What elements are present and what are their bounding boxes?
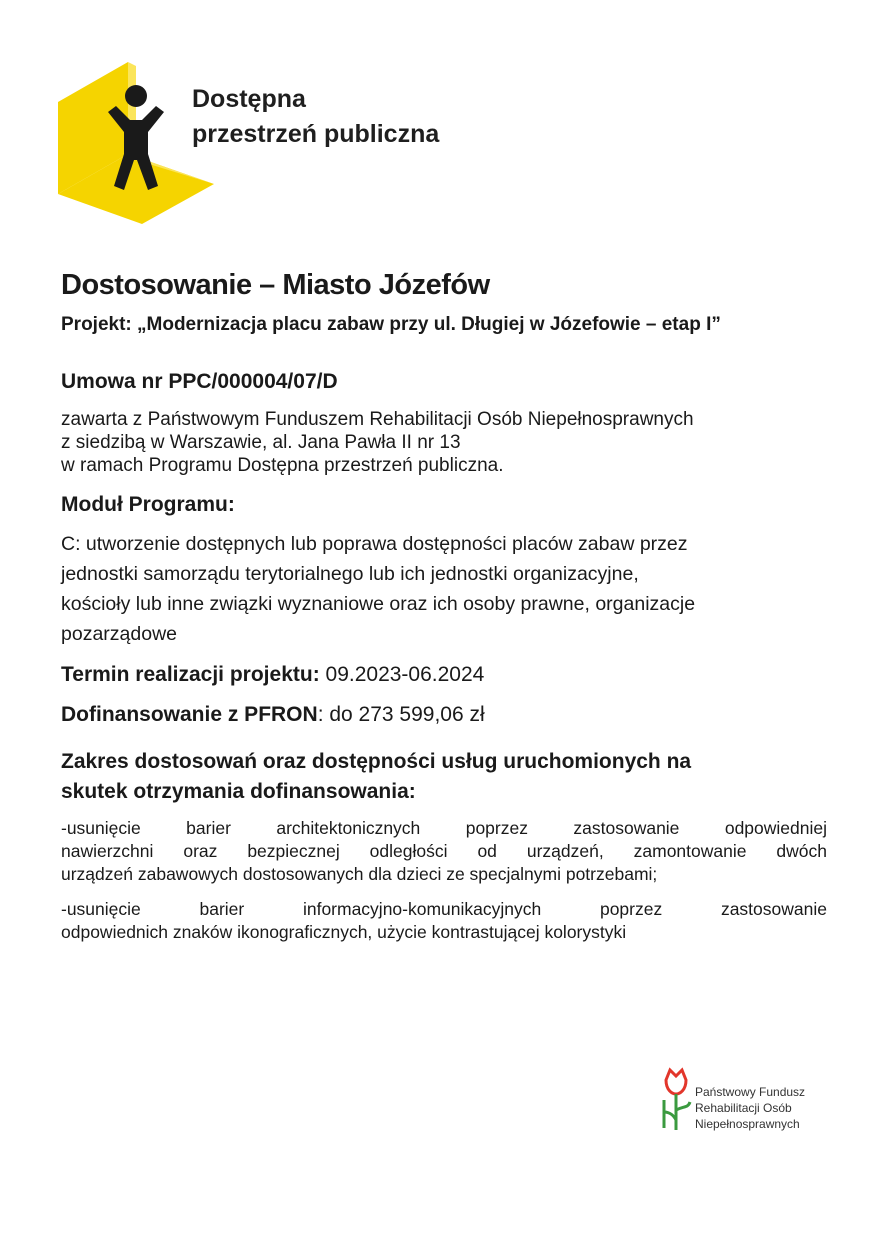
agreement-line: w ramach Programu Dostępna przestrzeń publiczna.	[61, 455, 504, 476]
funding-amount	[61, 701, 827, 729]
document-body	[61, 266, 827, 944]
logo-line-2: przestrzeń publiczna	[192, 120, 440, 148]
funding-value: : do 273 599,06 zł	[317, 703, 485, 726]
project-term	[61, 661, 827, 689]
pfron-line: Rehabilitacji Osób	[695, 1101, 792, 1115]
module-heading: Moduł Programu:	[61, 493, 235, 516]
agreement-line: zawarta z Państwowym Funduszem Rehabilitacji Osób Niepełnosprawnych	[61, 409, 694, 430]
pfron-line: Państwowy Fundusz	[695, 1085, 806, 1099]
scope-heading	[61, 747, 827, 807]
pfron-name	[695, 1084, 805, 1132]
module-description	[61, 529, 827, 649]
agreement-line: z siedzibą w Warszawie, al. Jana Pawła II nr 13	[61, 432, 461, 453]
funding-label: Dofinansowanie z PFRON	[61, 703, 318, 726]
logo-text	[192, 82, 439, 152]
module-line: C: utworzenie dostępnych lub poprawa dostępności placów zabaw przez	[61, 533, 688, 555]
scope-item-architectural	[61, 817, 827, 886]
pfron-tulip-logo-icon	[656, 1066, 696, 1132]
agreement-details	[61, 408, 827, 477]
scope-item-communication	[61, 898, 827, 944]
scope-line: odpowiednich znaków ikonograficznych, użycie kontrastującej kolorystyki	[61, 922, 627, 942]
scope-heading-line: Zakres dostosowań oraz dostępności usług uruchomionych na	[61, 750, 692, 773]
module-line: jednostki samorządu terytorialnego lub ich jednostki organizacyjne,	[61, 563, 639, 585]
scope-line: -usunięcie barier architektonicznych poprzez zastosowanie odpowiedniej	[61, 818, 827, 838]
project-name: Projekt: „Modernizacja placu zabaw przy ul. Długiej w Józefowie – etap I”	[61, 314, 721, 335]
accessible-space-logo-icon	[58, 62, 214, 224]
agreement-number: Umowa nr PPC/000004/07/D	[61, 370, 338, 393]
module-line: pozarządowe	[61, 623, 177, 645]
pfron-line: Niepełnosprawnych	[695, 1117, 800, 1131]
term-value: 09.2023-06.2024	[319, 663, 485, 686]
logo-line-1: Dostępna	[192, 85, 306, 113]
scope-line: nawierzchni oraz bezpiecznej odległości od urządzeń, zamontowanie dwóch	[61, 841, 827, 861]
page-title: Dostosowanie – Miasto Józefów	[61, 269, 490, 301]
scope-line: urządzeń zabawowych dostosowanych dla dzieci ze specjalnymi potrzebami;	[61, 864, 658, 884]
term-label: Termin realizacji projektu:	[61, 663, 320, 686]
module-line: kościoły lub inne związki wyznaniowe oraz ich osoby prawne, organizacje	[61, 593, 696, 615]
scope-line: -usunięcie barier informacyjno-komunikacyjnych poprzez zastosowanie	[61, 899, 827, 919]
scope-heading-line: skutek otrzymania dofinansowania:	[61, 780, 416, 803]
